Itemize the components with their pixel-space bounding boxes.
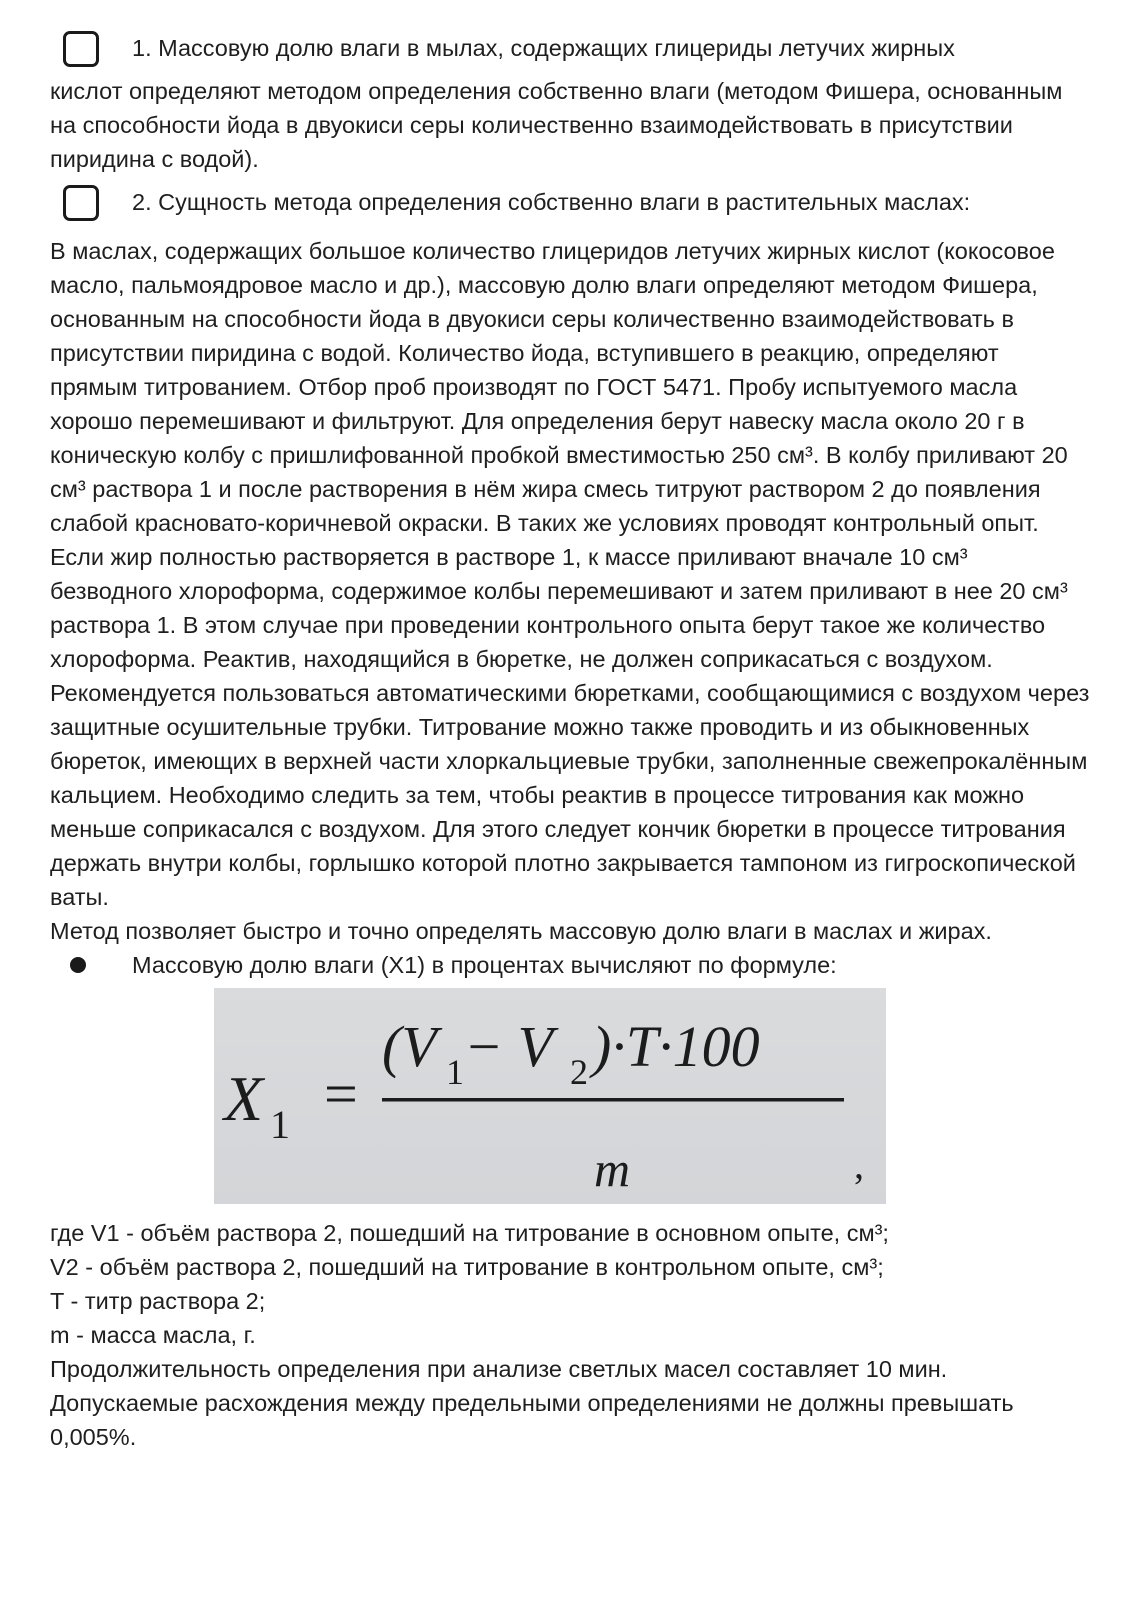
legend-line: V2 - объём раствора 2, пошедший на титрование в контрольном опыте, см³; xyxy=(50,1254,884,1280)
question-2-heading: 2. Сущность метода определения собственно влаги в растительных маслах: xyxy=(132,189,971,215)
formula-lhs: X xyxy=(224,1063,264,1134)
document-page xyxy=(50,28,1090,1454)
question-2-checkbox[interactable] xyxy=(63,185,99,221)
legend-line: T - титр раствора 2; xyxy=(50,1288,266,1314)
formula-v1-subscript: 1 xyxy=(446,1052,464,1092)
question-1-heading: 1. Массовую долю влаги в мылах, содержащих глицериды летучих жирных xyxy=(132,35,955,61)
formula-denominator: m xyxy=(594,1141,631,1197)
question-2-text: В маслах, содержащих большое количество глицеридов летучих жирных кислот (кокосовое масло, пальмоядровое масло и др.), массовую долю влаги определяют методом Фишера, основанным на способности йода в двуокиси серы количественно взаимодействовать в присутствии пиридина с водой. Количество йода, вступившего в реакцию, определяют прямым титрованием. Отбор проб производят по ГОСТ 5471. Пробу испытуемого масла хорошо перемешивают и фильтруют. Для определения берут навеску масла около 20 г в коническую колбу с пришлифованной пробкой вместимостью 250 см³. В колбу приливают 20 см³ раствора 1 и после растворения в нём жира смесь титруют раствором 2 до появления слабой красновато-коричневой окраски. В таких же условиях проводят контрольный опыт. Если жир полностью растворяется в растворе 1, к массе приливают вначале 10 см³ безводного хлороформа, содержимое колбы перемешивают и затем приливают в нее 20 см³ раствора 1. В этом случае при проведении контрольного опыта берут такое же количество хлороформа. Реактив, находящийся в бюретке, не должен соприкасаться с воздухом. Рекомендуется пользоваться автоматическими бюретками, сообщающимися с воздухом через защитные осушительные трубки. Титрование можно также проводить и из обыкновенных бюреток, имеющих в верхней части хлоркальциевые трубки, заполненные свежепрокалённым кальцием. Необходимо следить за тем, чтобы реактив в процессе титрования как можно меньше соприкасался с воздухом. Для этого следует кончик бюретки в процессе титрования держать внутри колбы, горлышко которой плотно закрывается тампоном из гигроскопической ваты. xyxy=(50,238,1090,910)
formula-numerator-minus: − V xyxy=(464,1014,554,1079)
tolerance-note: Допускаемые расхождения между предельными определениями не должны превышать 0,005%. xyxy=(50,1390,1014,1450)
duration-note: Продолжительность определения при анализе светлых масел составляет 10 мин. xyxy=(50,1356,948,1382)
question-2-heading-row xyxy=(50,182,1090,222)
question-2-summary: Метод позволяет быстро и точно определять массовую долю влаги в маслах и жирах. xyxy=(50,918,992,944)
formula-numerator-open: (V xyxy=(382,1014,437,1079)
formula-equals: = xyxy=(324,1061,358,1127)
formula-lhs-subscript: 1 xyxy=(270,1102,290,1147)
formula-legend xyxy=(50,1216,1090,1352)
formula-v2-subscript: 2 xyxy=(570,1052,588,1092)
formula-fraction-bar xyxy=(382,1098,844,1102)
question-1-text: кислот определяют методом определения собственно влаги (методом Фишера, основанным на способности йода в двуокиси серы количественно взаимодействовать в присутствии пиридина с водой). xyxy=(50,78,1063,172)
legend-line: где V1 - объём раствора 2, пошедший на титрование в основном опыте, см³; xyxy=(50,1220,889,1246)
formula-numerator-close: )·T·100 xyxy=(592,1014,760,1079)
formula-intro: Массовую долю влаги (X1) в процентах вычисляют по формуле: xyxy=(132,952,837,978)
question-1-checkbox[interactable] xyxy=(63,31,99,67)
formula-intro-row xyxy=(50,948,1090,982)
bullet-icon xyxy=(70,957,86,973)
legend-line: m - масса масла, г. xyxy=(50,1322,256,1348)
formula-trailing-comma: , xyxy=(854,1142,864,1187)
formula-svg xyxy=(214,988,886,1204)
question-1-heading-row xyxy=(50,28,1090,68)
formula-image xyxy=(214,988,886,1204)
